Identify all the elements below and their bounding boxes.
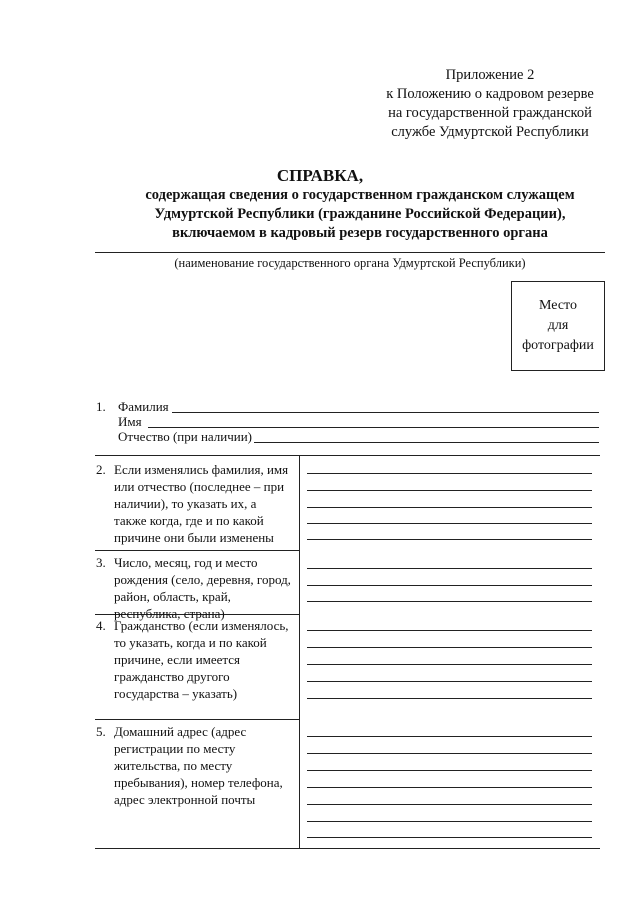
answer-line[interactable] <box>307 787 592 788</box>
answer-line[interactable] <box>307 507 592 508</box>
answer-line[interactable] <box>307 647 592 648</box>
org-name-caption: (наименование государственного органа Удмуртской Республики) <box>174 256 526 270</box>
section-4-line: Гражданство (если изменялось, <box>114 618 289 633</box>
answer-line[interactable] <box>307 770 592 771</box>
appendix-line-3: на государственной гражданской <box>388 105 592 121</box>
section-3-line: Число, месяц, год и место <box>114 555 258 570</box>
subtitle-line-3: включаемом в кадровый резерв государственного органа <box>172 225 548 241</box>
patronymic-label: Отчество (при наличии) <box>118 429 253 444</box>
answer-line[interactable] <box>307 523 592 524</box>
table-bottom-border <box>95 848 600 849</box>
answer-line[interactable] <box>307 490 592 491</box>
section-2-line: также когда, где и по какой <box>114 513 264 528</box>
section-5-number: 5. <box>96 724 106 739</box>
section-5-question <box>114 723 300 808</box>
appendix-line-1: Приложение 2 <box>445 67 535 83</box>
answer-line[interactable] <box>307 821 592 822</box>
section-3-question <box>114 554 300 622</box>
answer-line[interactable] <box>307 804 592 805</box>
answer-line[interactable] <box>307 837 592 838</box>
section-2-line: причине они были изменены <box>114 530 274 545</box>
answer-line[interactable] <box>307 681 592 682</box>
appendix-header <box>380 66 600 142</box>
answer-line[interactable] <box>307 698 592 699</box>
section-4-line: то указать, когда и по какой <box>114 635 267 650</box>
patronymic-field[interactable] <box>254 442 599 443</box>
answer-line[interactable] <box>307 753 592 754</box>
section-2-line: или отчество (последнее – при <box>114 479 285 494</box>
surname-field[interactable] <box>172 412 599 413</box>
name-label: Имя <box>118 414 142 429</box>
document-title: СПРАВКА, <box>276 166 364 185</box>
document-subtitle <box>100 186 620 243</box>
section-3-line: республика, страна) <box>114 606 225 621</box>
table-row-divider-2 <box>95 550 300 551</box>
photo-line-2: для <box>547 318 569 333</box>
subtitle-line-2: Удмуртской Республики (гражданине Российской Федерации), <box>154 206 566 222</box>
section-5-line: Домашний адрес (адрес <box>114 724 247 739</box>
section-4-line: гражданство другого <box>114 669 230 684</box>
section-4-line: причине, если имеется <box>114 652 241 667</box>
answer-line[interactable] <box>307 664 592 665</box>
answer-line[interactable] <box>307 539 592 540</box>
answer-line[interactable] <box>307 585 592 586</box>
name-field[interactable] <box>148 427 599 428</box>
section-5-line: адрес электронной почты <box>114 792 256 807</box>
answer-line[interactable] <box>307 473 592 474</box>
org-name-line[interactable] <box>95 252 605 253</box>
table-top-border <box>95 455 600 456</box>
answer-line[interactable] <box>307 568 592 569</box>
photo-line-3: фотографии <box>522 338 594 353</box>
answer-line[interactable] <box>307 601 592 602</box>
section-5-line: жительства, по месту <box>114 758 233 773</box>
answer-line[interactable] <box>307 630 592 631</box>
section-2-line: наличии), то указать их, а <box>114 496 257 511</box>
answer-line[interactable] <box>307 736 592 737</box>
section-5-line: пребывания), номер телефона, <box>114 775 283 790</box>
photo-line-1: Место <box>539 298 577 313</box>
section-4-line: государства – указать) <box>114 686 238 701</box>
section-4-question <box>114 617 300 702</box>
section-3-line: район, область, край, <box>114 589 231 604</box>
section-5-line: регистрации по месту <box>114 741 236 756</box>
section-2-line: Если изменялись фамилия, имя <box>114 462 289 477</box>
table-row-divider-4 <box>95 719 300 720</box>
section-3-number: 3. <box>96 555 106 570</box>
photo-placeholder <box>511 281 605 371</box>
appendix-line-4: службе Удмуртской Республики <box>391 124 589 140</box>
section-3-line: рождения (село, деревня, город, <box>114 572 291 587</box>
section-1-number: 1. <box>96 399 106 414</box>
section-2-number: 2. <box>96 462 106 477</box>
surname-label: Фамилия <box>118 399 169 414</box>
appendix-line-2: к Положению о кадровом резерве <box>386 86 594 102</box>
section-2-question <box>114 461 300 546</box>
subtitle-line-1: содержащая сведения о государственном гражданском служащем <box>145 187 575 203</box>
section-4-number: 4. <box>96 618 106 633</box>
